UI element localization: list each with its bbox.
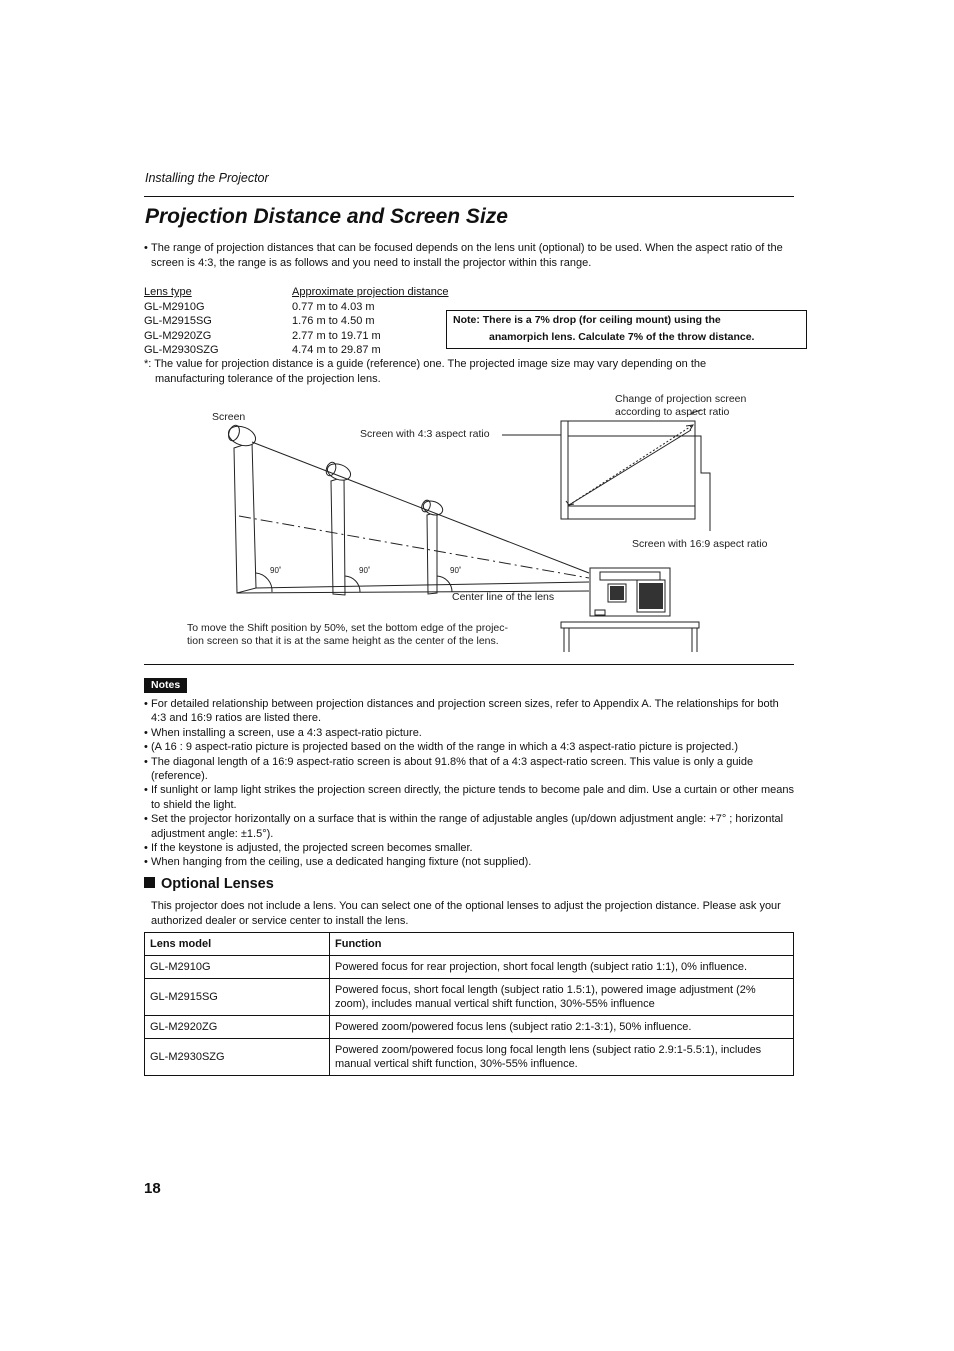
change-label-2: according to aspect ratio — [615, 406, 730, 418]
distance-cell: 2.77 m to 19.71 m — [292, 329, 381, 342]
angle-label-3: 90˚ — [450, 566, 462, 575]
page-title: Projection Distance and Screen Size — [145, 205, 508, 228]
table-top — [561, 622, 699, 628]
distance-cell: 4.74 m to 29.87 m — [292, 344, 381, 356]
table-row — [144, 300, 449, 315]
footnote-line-1: *: The value for projection distance is a guide (reference) one. The projected image size may vary depending on the — [144, 358, 707, 370]
change-label-1: Change of projection screen — [615, 393, 747, 405]
angle-label-1: 90˚ — [270, 566, 282, 575]
lens-model-cell: GL-M2910G — [145, 956, 330, 979]
optional-lenses-text: This projector does not include a lens. You can select one of the optional lenses to adjust the projection distance. Please ask your authorized dealer or service center to install the lens. — [151, 900, 781, 927]
distance-cell: 1.76 m to 4.50 m — [292, 315, 375, 327]
screen-panel-2 — [331, 477, 345, 595]
angle-arc-3 — [437, 576, 452, 592]
intro-paragraph — [144, 241, 796, 270]
angle-label-2: 90˚ — [359, 566, 371, 575]
ceiling-mount-note — [446, 310, 807, 349]
function-cell: Powered zoom/powered focus lens (subject ratio 2:1-3:1), 50% influence. — [330, 1016, 794, 1039]
angle-arc-1 — [256, 573, 272, 592]
lens-model-cell: GL-M2915SG — [145, 979, 330, 1016]
projector-panel — [610, 586, 624, 600]
shift-note-1: To move the Shift position by 50%, set the bottom edge of the projec- — [187, 622, 509, 634]
leader-169 — [695, 436, 710, 531]
range-table-header — [144, 285, 449, 300]
list-item: • When hanging from the ceiling, use a dedicated hanging fixture (not supplied). — [144, 855, 796, 869]
projection-range-table — [144, 285, 449, 358]
projection-ray-bottom — [256, 582, 589, 588]
intro-bullet: • The range of projection distances that can be focused depends on the lens unit (optional) to be used. When the aspect ratio of the screen is 4:3, the range is as follows and you need to install the projector within this range. — [144, 241, 796, 270]
center-line-label: Center line of the lens — [452, 591, 555, 603]
notes-list — [144, 697, 796, 870]
lens-type-header: Lens type — [144, 286, 192, 298]
diagonal-169 — [569, 430, 691, 505]
table-row — [144, 343, 449, 358]
list-item: • The diagonal length of a 16:9 aspect-ratio screen is about 91.8% that of a 4:3 aspect-ratio screen. This value is only a guide (reference). — [144, 755, 796, 784]
lens-cell: GL-M2915SG — [144, 315, 212, 327]
function-header: Function — [330, 933, 794, 956]
list-item: • For detailed relationship between projection distances and projection screen sizes, refer to Appendix A. The relationships for both 4:3 and 16:9 ratios are listed there. — [144, 697, 796, 726]
note-line-1: Note: There is a 7% drop (for ceiling mount) using the — [453, 314, 721, 326]
projector-vent — [639, 583, 663, 609]
table-row — [145, 956, 794, 979]
screen-169-label: Screen with 16:9 aspect ratio — [632, 538, 768, 550]
screen-43-label: Screen with 4:3 aspect ratio — [360, 428, 490, 440]
square-bullet-icon — [144, 877, 155, 888]
projector-foot — [595, 610, 605, 615]
note-line-2: anamorpich lens. Calculate 7% of the throw distance. — [489, 331, 755, 343]
list-item: • (A 16 : 9 aspect-ratio picture is projected based on the width of the range in which a 4:3 aspect-ratio picture is projected.) — [144, 740, 796, 754]
projection-diagram — [144, 388, 794, 658]
lens-model-cell: GL-M2920ZG — [145, 1016, 330, 1039]
lens-model-cell: GL-M2930SZG — [145, 1039, 330, 1076]
projection-ray-top — [252, 442, 589, 573]
screen-roll-1 — [226, 423, 258, 449]
list-item: • When installing a screen, use a 4:3 aspect-ratio picture. — [144, 726, 796, 740]
lens-cell: GL-M2910G — [144, 300, 205, 313]
lens-model-header: Lens model — [145, 933, 330, 956]
list-item: • If sunlight or lamp light strikes the projection screen directly, the picture tends to become pale and dim. Use a curtain or other means to shield the light. — [144, 783, 796, 812]
distance-header: Approximate projection distance — [292, 286, 449, 298]
section-divider — [144, 664, 794, 665]
optional-lenses-heading — [144, 876, 274, 892]
table-row — [145, 1039, 794, 1076]
screen-label: Screen — [212, 411, 246, 423]
table-row — [145, 979, 794, 1016]
function-cell: Powered focus, short focal length (subject ratio 1.5:1), powered image adjustment (2% zoom), includes manual vertical shift function, 30%-55% influence — [330, 979, 794, 1016]
lens-cell: GL-M2920ZG — [144, 329, 212, 342]
angle-arc-2 — [345, 576, 360, 592]
table-row — [144, 329, 449, 344]
table-row — [145, 1016, 794, 1039]
notes-tag: Notes — [144, 678, 187, 693]
footnote-line-2: manufacturing tolerance of the projection lens. — [155, 372, 381, 385]
list-item: • If the keystone is adjusted, the projected screen becomes smaller. — [144, 841, 796, 855]
section-label: Installing the Projector — [145, 171, 269, 185]
lens-table-header — [145, 933, 794, 956]
distance-cell: 0.77 m to 4.03 m — [292, 300, 375, 313]
lens-center-line — [239, 516, 589, 578]
lens-table — [144, 932, 794, 1076]
header-rule — [144, 196, 794, 197]
list-item: • Set the projector horizontally on a surface that is within the range of adjustable angles (up/down adjustment angle: +7° ; horizontal adjustment angle: ±1.5°). — [144, 812, 796, 841]
screen-panel-3 — [427, 512, 437, 594]
lens-cell: GL-M2930SZG — [144, 344, 219, 356]
footnote — [144, 357, 784, 386]
table-row — [144, 314, 449, 329]
projector-top-panel — [600, 572, 660, 580]
function-cell: Powered zoom/powered focus long focal length lens (subject ratio 2.9:1-5.5:1), includes manual vertical shift function, 30%-55% influence. — [330, 1039, 794, 1076]
function-cell: Powered focus for rear projection, short focal length (subject ratio 1:1), 0% influence. — [330, 956, 794, 979]
page-number: 18 — [144, 1180, 161, 1197]
shift-note-2: tion screen so that it is at the same height as the center of the lens. — [187, 635, 499, 647]
optional-lenses-title: Optional Lenses — [161, 876, 274, 892]
